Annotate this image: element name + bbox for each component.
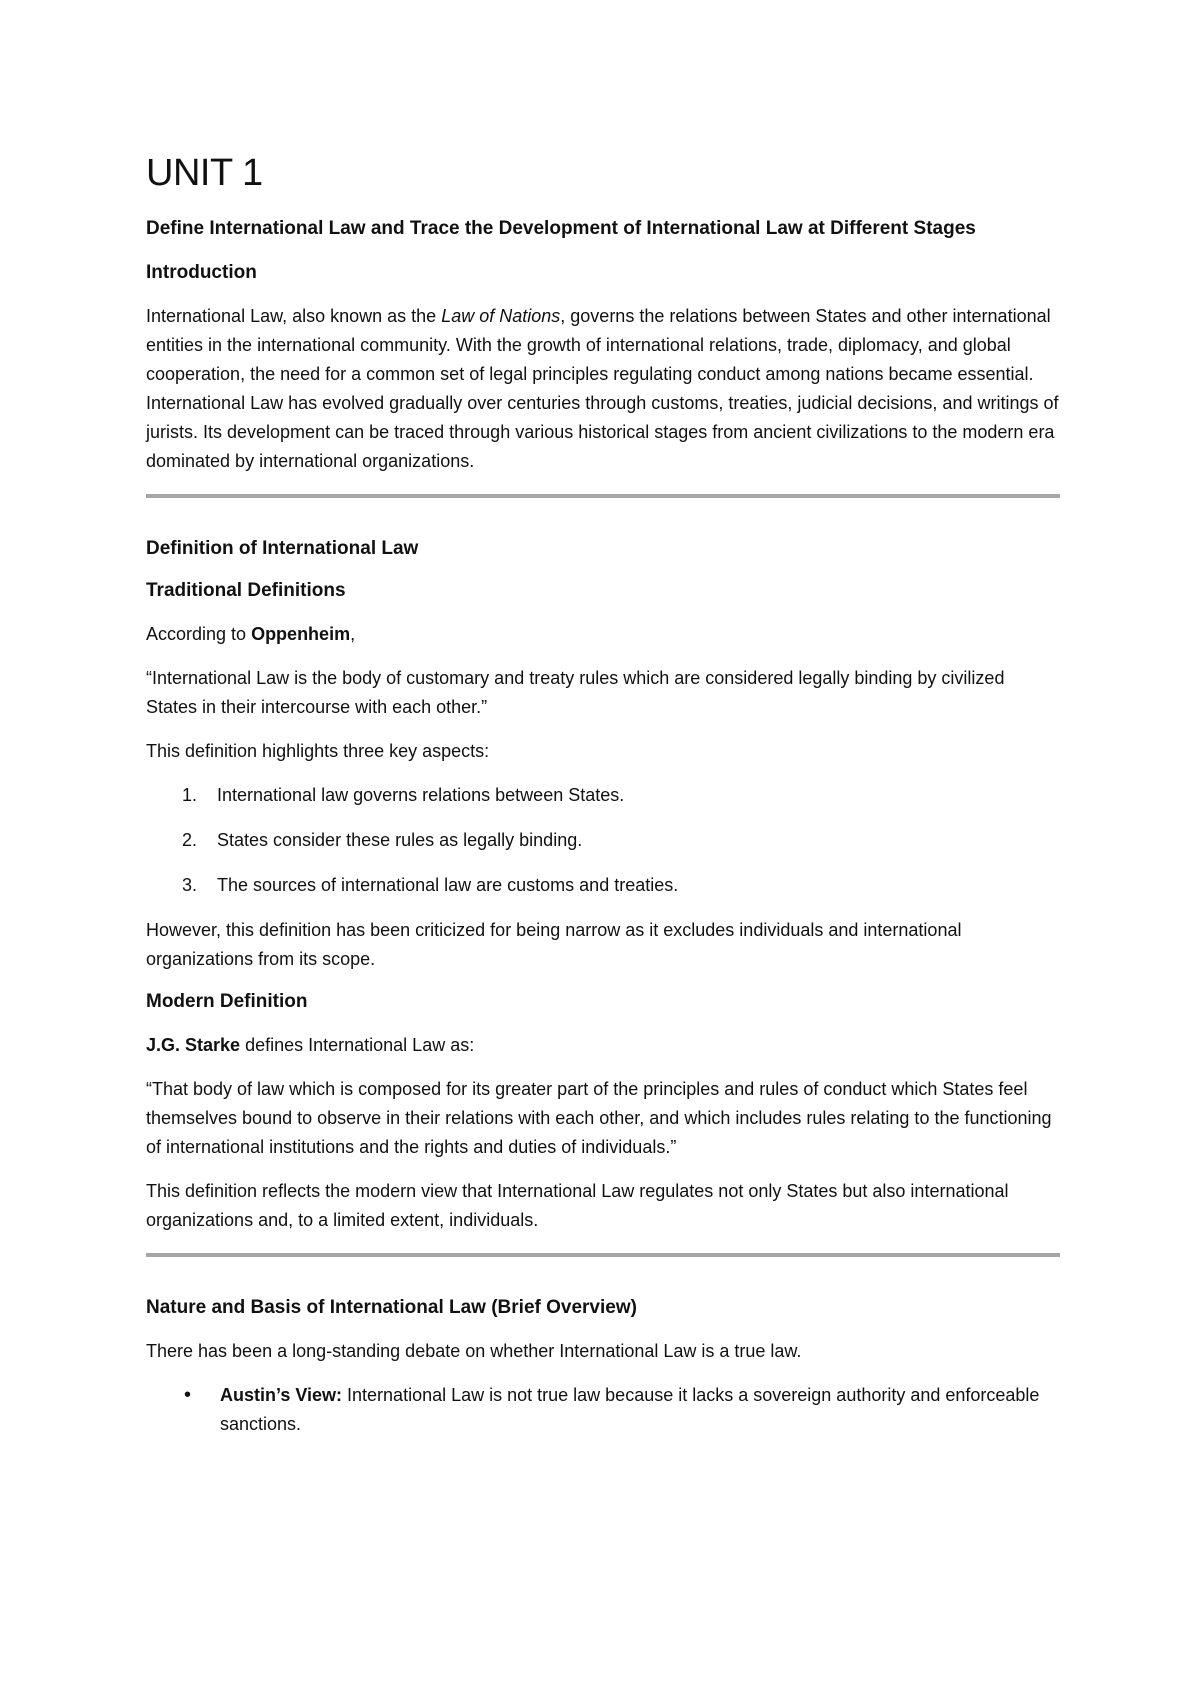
according-suffix: ,: [350, 624, 356, 644]
introduction-paragraph: [146, 302, 1060, 476]
views-list: [146, 1381, 1060, 1439]
nature-intro: There has been a long-standing debate on whether International Law is a true law.: [146, 1341, 802, 1361]
list-item: [146, 781, 1060, 810]
traditional-definitions-heading: Traditional Definitions: [146, 580, 346, 601]
nature-heading: Nature and Basis of International Law (Brief Overview): [146, 1297, 637, 1318]
list-item-text: States consider these rules as legally binding.: [217, 830, 583, 850]
oppenheim-name: Oppenheim: [251, 624, 351, 644]
aspects-list: [146, 781, 1060, 900]
list-item: [146, 1381, 1060, 1439]
modern-reflection-paragraph: This definition reflects the modern view that International Law regulates not only States but also international organizations and, to a limited extent, individuals.: [146, 1181, 1009, 1230]
list-item-text: The sources of international law are customs and treaties.: [217, 875, 679, 895]
intro-text-end: , governs the relations between States and other international entities in the international community. With the growth of international relations, trade, diplomacy, and global cooperation, the need for a common set of legal principles regulating conduct among nations became essential. International Law has evolved gradually over centuries through customs, treaties, judicial decisions, and writings of jurists. Its development can be traced through various historical stages from ancient civilizations to the modern era dominated by international organizations.: [146, 306, 1059, 471]
list-item: [146, 871, 1060, 900]
introduction-heading: Introduction: [146, 262, 257, 283]
starke-suffix: defines International Law as:: [240, 1035, 475, 1055]
list-number: 2.: [182, 830, 198, 850]
list-item: [146, 826, 1060, 855]
section-divider-2: [146, 1253, 1060, 1257]
austin-view-label: Austin’s View:: [220, 1385, 343, 1405]
according-to-line: [146, 620, 1060, 649]
highlights-intro: This definition highlights three key aspects:: [146, 741, 490, 761]
list-item-text: International law governs relations between States.: [217, 785, 625, 805]
law-of-nations-italic: Law of Nations: [441, 306, 561, 326]
section-divider-1: [146, 494, 1060, 498]
criticism-paragraph: However, this definition has been criticized for being narrow as it excludes individuals and international organizations from its scope.: [146, 920, 962, 969]
modern-definition-heading: Modern Definition: [146, 991, 308, 1012]
starke-name: J.G. Starke: [146, 1035, 241, 1055]
list-number: 1.: [182, 785, 198, 805]
austin-view-text: International Law is not true law because it lacks a sovereign authority and enforceable sanctions.: [220, 1385, 1040, 1434]
list-number: 3.: [182, 875, 198, 895]
list-item-text: [220, 1381, 1060, 1439]
intro-text-start: International Law, also known as the: [146, 306, 442, 326]
unit-title: UNIT 1: [146, 152, 263, 194]
definition-heading: Definition of International Law: [146, 538, 419, 559]
according-prefix: According to: [146, 624, 252, 644]
starke-quote: “That body of law which is composed for its greater part of the principles and rules of conduct which States feel themselves bound to observe in their relations with each other, and which includes rules relating to the functioning of international institutions and the rights and duties of individuals.”: [146, 1079, 1052, 1157]
main-heading: Define International Law and Trace the Development of International Law at Different Stages: [146, 218, 976, 239]
bullet-icon: •: [184, 1384, 192, 1406]
starke-intro-line: [146, 1031, 1060, 1060]
oppenheim-quote: “International Law is the body of customary and treaty rules which are considered legally binding by civilized States in their intercourse with each other.”: [146, 668, 1005, 717]
